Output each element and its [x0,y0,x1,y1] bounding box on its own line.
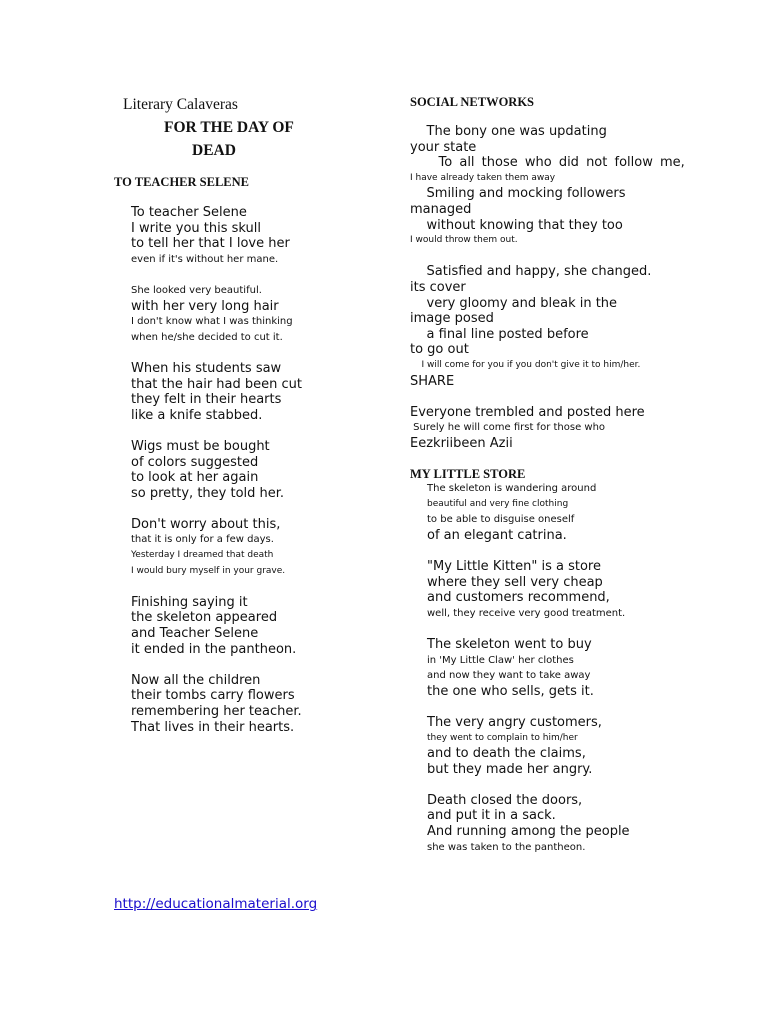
poem-line [131,267,302,283]
poem-line: and customers recommend, [427,590,610,606]
poem-line: When his students saw [131,360,282,376]
poem-line: I have already taken them away [410,172,556,183]
poem-line: She looked very beautiful. [131,284,262,296]
poem-line [410,249,680,265]
poem-line: And running among the people [427,824,630,840]
poem-line: without knowing that they too [410,217,623,233]
poem-line: SHARE [410,373,455,389]
poem-line: image posed [410,311,494,327]
poem-line: Yesterday I dreamed that death [131,550,274,561]
poem-line: it ended in the pantheon. [131,641,297,657]
poem-line: and Teacher Selene [131,626,259,642]
poem-line: The bony one was updating [410,124,607,139]
poem-line: Surely he will come first for those who [410,422,606,434]
poem-line: I will come for you if you don't give it to him/her. [410,359,641,370]
poem-line: they felt in their hearts [131,392,282,408]
poem-line: "My Little Kitten" is a store [427,558,601,574]
poem-line: Now all the children [131,672,261,688]
poem-line: and to death the claims, [427,746,586,762]
poem-line: where they sell very cheap [427,574,603,590]
poem-line [131,579,302,595]
poem-heading-my-little-store: MY LITTLE STORE [410,467,526,481]
poem-heading-teacher-selene: TO TEACHER SELENE [114,175,250,189]
poem-line: I write you this skull [131,220,262,236]
document-subtitle-line1: FOR THE DAY OF [164,119,294,136]
poem-line: that the hair had been cut [131,376,302,392]
poem-line: to tell her that I love her [131,236,290,252]
poem-line: a final line posted before [410,326,589,342]
poem-line: she was taken to the pantheon. [427,841,586,853]
poem-line: but they made her angry. [427,761,593,777]
poem-line [131,423,302,439]
poem-line: even if it's without her mane. [131,253,279,265]
poem-line: so pretty, they told her. [131,485,285,501]
poem-line: of colors suggested [131,454,259,470]
poem-my-little-store [427,481,630,855]
poem-line: The skeleton is wandering around [427,483,597,494]
poem-line: The very angry customers, [427,714,602,730]
poem-line [131,657,302,673]
poem-heading-social-networks: SOCIAL NETWORKS [410,95,534,109]
poem-line: I would bury myself in your grave. [131,565,286,576]
poem-line: the skeleton appeared [131,610,278,626]
poem-line: to go out [410,342,469,358]
poem-line: Smiling and mocking followers [410,186,626,202]
poem-line: that it is only for a few days. [131,534,274,546]
poem-line: I don't know what I was thinking [131,316,293,328]
poem-line: very gloomy and bleak in the [410,295,618,311]
poem-line: Everyone trembled and posted here [410,404,645,420]
poem-line: Satisfied and happy, she changed. [410,264,652,280]
poem-line: well, they receive very good treatment. [427,607,626,619]
poem-line: Wigs must be bought [131,438,270,454]
poem-line [427,621,630,637]
poem-line: to be able to disguise oneself [427,514,575,526]
poem-line: Death closed the doors, [427,792,583,808]
poem-line: their tombs carry flowers [131,688,295,704]
poem-line: with her very long hair [131,298,279,314]
poem-line: the one who sells, gets it. [427,683,594,699]
poem-line: remembering her teacher. [131,704,302,719]
poem-line: in 'My Little Claw' her clothes [427,654,574,666]
poem-line: To all those who did not follow me, [410,155,685,171]
poem-teacher-selene [131,205,302,735]
poem-line: managed [410,201,472,217]
poem-line [131,501,302,517]
poem-line: I would throw them out. [410,235,518,246]
poem-line [427,699,630,715]
poem-line: and put it in a sack. [427,808,556,824]
poem-line [131,345,302,361]
poem-line: and now they want to take away [427,670,591,682]
poem-line: Eezkriibeen Azii [410,435,513,451]
poem-line: like a knife stabbed. [131,407,263,423]
poem-line: Finishing saying it [131,594,248,610]
footer-link[interactable]: http://educationalmaterial.org [114,896,318,912]
poem-line: they went to complain to him/her [427,732,578,743]
poem-line: your state [410,139,477,155]
document-subtitle-line2: DEAD [192,142,236,159]
poem-line [427,777,630,793]
poem-line: beautiful and very fine clothing [427,498,569,509]
document-title: Literary Calaveras [123,96,238,113]
poem-line: when he/she decided to cut it. [131,331,283,343]
poem-line: Don't worry about this, [131,516,281,532]
poem-line: That lives in their hearts. [131,719,295,735]
poem-line: To teacher Selene [131,205,247,220]
poem-social-networks [410,124,685,451]
poem-line: its cover [410,279,466,295]
poem-line: of an elegant catrina. [427,527,567,543]
poem-line: The skeleton went to buy [427,636,592,652]
poem-line [427,543,630,559]
poem-line [410,389,680,405]
poem-line: to look at her again [131,470,259,486]
